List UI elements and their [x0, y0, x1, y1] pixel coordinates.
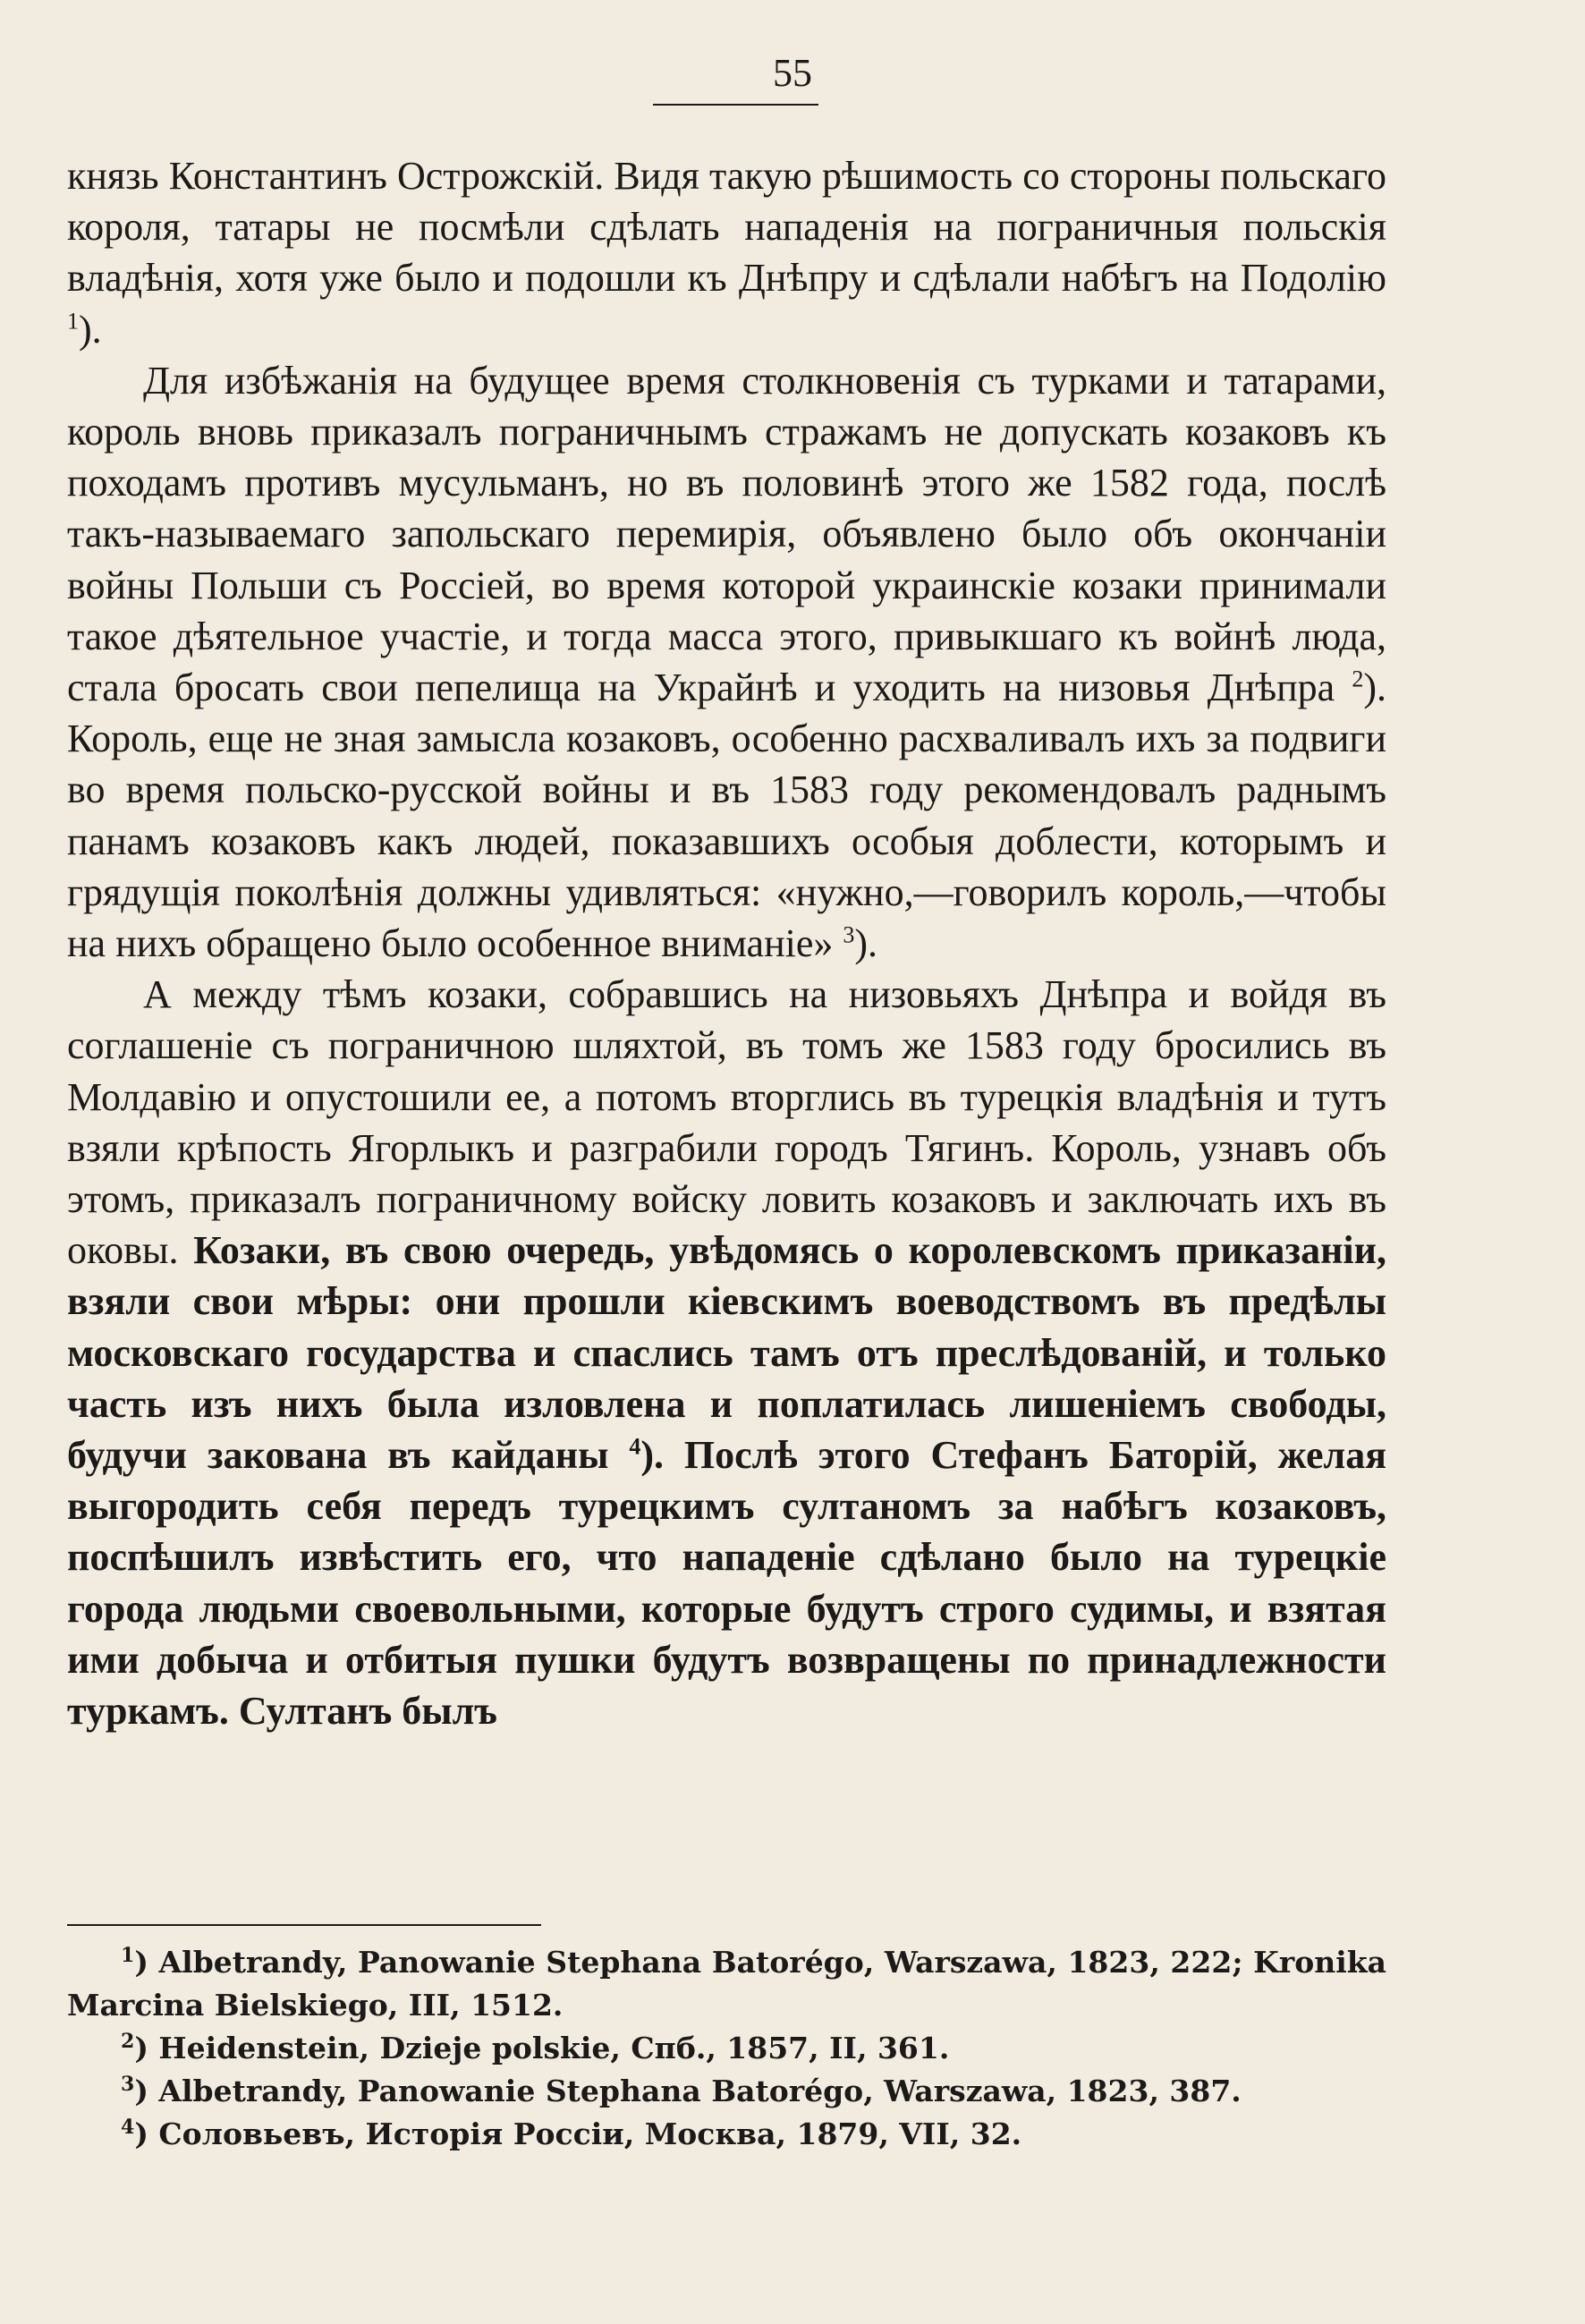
footnote-separator: [67, 1924, 541, 1926]
footnote-ref-3: 3: [843, 921, 855, 948]
footnote-ref-2: 2: [1352, 666, 1364, 692]
page-number-rule: [653, 104, 818, 106]
footnote-mark: 1: [121, 1944, 135, 1967]
paragraph-text-tail: ).: [854, 921, 878, 966]
page-number: 55: [773, 51, 812, 95]
body-text: [67, 150, 1386, 1736]
paragraph-1: [67, 150, 1386, 355]
paragraph-text: князь Константинъ Острожскій. Видя такую рѣшимость со стороны польскаго короля, татары не посмѣли сдѣлать нападенія на пограничныя польскія владѣнія, хотя уже было и подошли къ Днѣпру и сдѣлали набѣгъ на Подолію: [67, 154, 1386, 301]
footnote-text: ) Соловьевъ, Исторія Россіи, Москва, 1879, VII, 32.: [134, 2116, 1022, 2151]
paragraph-text: Для избѣжанія на будущее время столкновенія съ турками и татарами, король вновь приказалъ пограничнымъ стражамъ не допускать козаковъ къ походамъ противъ мусульманъ, но въ половинѣ этого же 1582 года, послѣ такъ-называемаго запольскаго перемирія, объявлено было объ окончаніи войны Польши съ Россіей, во время которой украинскіе козаки принимали такое дѣятельное участіе, и тогда масса этого, привыкшаго къ войнѣ люда, стала бросать свои пепелища на Украйнѣ и уходить на низовья Днѣпра: [67, 358, 1386, 710]
paragraph-3: [67, 969, 1386, 1736]
footnote-ref-1: 1: [67, 307, 79, 334]
footnote-mark: 3: [121, 2073, 135, 2096]
footnote-1: [67, 1941, 1386, 2027]
footnote-mark: 2: [121, 2030, 135, 2053]
footnote-2: [67, 2027, 1386, 2070]
paragraph-text-mid: ). Король, еще не зная замысла козаковъ, особенно расхваливалъ ихъ за подвиги во время польско-русской войны и въ 1583 году рекомендовалъ раднымъ панамъ козаковъ какъ людей, показавшихъ особыя доблести, которымъ и грядущія поколѣнія должны удивляться: «нужно,—говорилъ король,—чтобы на нихъ обращено было особенное вниманіе»: [67, 666, 1386, 966]
footnote-3: [67, 2070, 1386, 2113]
footnote-ref-4: 4: [629, 1433, 641, 1460]
paragraph-text-bold: Козаки, въ свою очередь, увѣдомясь о королевскомъ приказаніи, взяли свои мѣры: они прошли кіевскимъ воеводствомъ въ предѣлы московскаго государства и спаслись тамъ отъ преслѣдованій, и только часть изъ нихъ была изловлена и поплатилась лишеніемъ свободы, будучи закована въ кайданы: [67, 1228, 1386, 1478]
paragraph-text-tail: ). Послѣ этого Стефанъ Баторій, желая выгородить себя передъ турецкимъ султаномъ за набѣгъ козаковъ, поспѣшилъ извѣстить его, что нападеніе сдѣлано было на турецкіе города людьми своевольными, которые будутъ строго судимы, и взятая ими добыча и отбитыя пушки будутъ возвращены по принадлежности туркамъ. Султанъ былъ: [67, 1433, 1387, 1734]
paragraph-2: [67, 355, 1386, 969]
footnote-text: ) Albetrandy, Panowanie Stephana Batorégo, Warszawa, 1823, 387.: [134, 2074, 1242, 2108]
paragraph-text: А между тѣмъ козаки, собравшись на низовьяхъ Днѣпра и войдя въ соглашеніе съ пограничною шляхтой, въ томъ же 1583 году бросились въ Молдавію и опустошили ее, а потомъ вторглись въ турецкія владѣнія и тутъ взяли крѣпость Ягорлыкъ и разграбили городъ Тягинъ. Король, узнавъ объ этомъ, приказалъ пограничному войску ловить козаковъ и заключать ихъ въ оковы.: [67, 972, 1386, 1273]
footnote-4: [67, 2113, 1386, 2156]
footnote-text: ) Albetrandy, Panowanie Stephana Batorégo, Warszawa, 1823, 222; Kronika Marcina Bielskiego, III, 1512.: [67, 1945, 1386, 2023]
footnote-mark: 4: [121, 2116, 135, 2139]
footnotes: [67, 1941, 1386, 2156]
paragraph-text-tail: ).: [79, 307, 102, 352]
footnote-text: ) Heidenstein, Dzieje polskie, Спб., 1857, II, 361.: [134, 2031, 950, 2065]
